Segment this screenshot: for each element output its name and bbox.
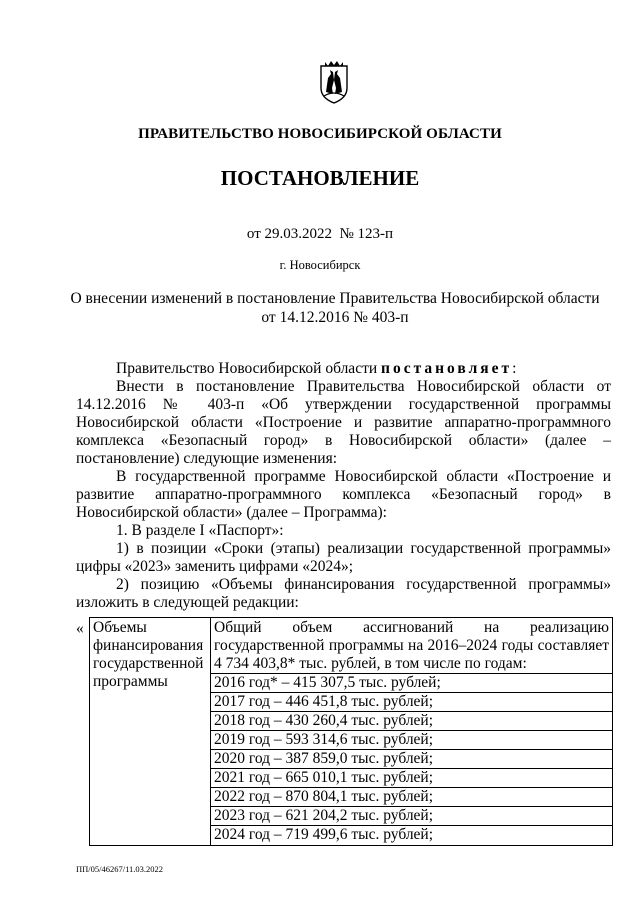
year-line: 2019 год – 593 314,6 тыс. рублей; [211,730,612,749]
paragraph-amend: Внести в постановление Правительства Новосибирской области от 14.12.2016 № 403-п «Об утверждении государственной программы Новосибирской области «Построение и развитие аппаратно-программного комплекса «Безопасный город» в Новосибирской области» (далее – постановление) следующие изменения: [76,378,611,467]
paragraph-item-1: 1) в позиции «Сроки (этапы) реализации государственной программы» цифры «2023» заменить цифрами «2024»; [76,540,611,575]
year-line: 2021 год – 665 010,1 тыс. рублей; [211,768,612,787]
year-line: 2024 год – 719 499,6 тыс. рублей; [211,825,612,844]
year-line: 2016 год* – 415 307,5 тыс. рублей; [211,673,612,692]
title-line-1: О внесении изменений в постановление Правительства Новосибирской области [70,290,600,307]
document-city: г. Новосибирск [279,258,361,272]
year-line: 2023 год – 621 204,2 тыс. рублей; [211,806,612,825]
table-row [90,618,613,846]
paragraph-item-2: 2) позицию «Объемы финансирования государственной программы» изложить в следующей редакции: [76,576,611,611]
financing-table [89,617,613,846]
year-line: 2018 год – 430 260,4 тыс. рублей; [211,711,612,730]
paragraph-section: 1. В разделе I «Паспорт»: [116,522,284,539]
paragraph-decree [76,360,611,378]
decree-tail: : [512,360,517,377]
authority-name: ПРАВИТЕЛЬСТВО НОВОСИБИРСКОЙ ОБЛАСТИ [138,126,502,142]
document-reference: ПП/05/46267/11.03.2022 [76,864,164,874]
paragraph-program: В государственной программе Новосибирской области «Построение и развитие аппаратно-программного комплекса «Безопасный город» в Новосибирской области» (далее – Программа): [76,468,611,521]
document-body [76,360,611,612]
year-line: 2020 год – 387 859,0 тыс. рублей; [211,749,612,768]
document-title [60,289,610,327]
year-line: 2017 год – 446 451,8 тыс. рублей; [211,692,612,711]
financing-label-cell: Объемы финансирования государственной программы [90,618,211,846]
title-line-2: от 14.12.2016 № 403-п [261,309,409,326]
financing-values-cell [211,618,613,846]
document-date-number: от 29.03.2022 № 123-п [246,226,394,242]
decree-lead: Правительство Новосибирской области [116,360,382,377]
coat-of-arms-icon [316,58,352,104]
document-type: ПОСТАНОВЛЕНИЕ [220,166,420,190]
year-line: 2022 год – 870 804,1 тыс. рублей; [211,787,612,806]
financing-intro: Общий объем ассигнований на реализацию государственной программы на 2016–2024 годы составляет 4 734 403,8* тыс. рублей, в том числе по годам: [214,619,609,672]
opening-quote: « [76,620,84,637]
decree-verb: постановляет [381,360,513,377]
